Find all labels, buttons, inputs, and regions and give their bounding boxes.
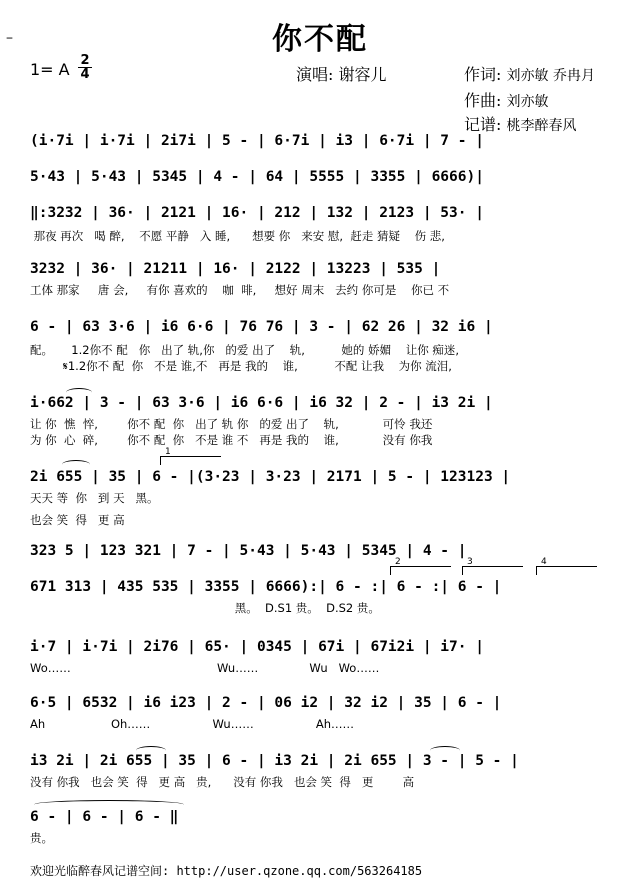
score-row-3: ‖:3232 | 36· | 2121 | 16· | 212 | 132 | 2123 | 53· |: [30, 205, 484, 221]
score-row-2: 5·43 | 5·43 | 5345 | 4 - | 64 | 5555 | 3355 | 6666)|: [30, 169, 484, 185]
lyric-line-11: Ah Oh…… Wu…… Ah……: [30, 717, 354, 731]
key-signature: 1= A: [30, 60, 70, 79]
score-row-10: i·7 | i·7i | 2i76 | 65· | 0345 | 67i | 67i2i | i7· |: [30, 639, 484, 655]
meter-top: 2: [78, 54, 92, 68]
lyric-line-3: 配。 1.2你不 配 你 出了 轨,你 的爱 出了 轨, 她的 娇媚 让你 痴迷,: [30, 343, 460, 357]
score-row-7: 2i 655 | 35 | 6 - |(3·23 | 3·23 | 2171 | 5 - | 123123 |: [30, 469, 511, 485]
composer-label: 作曲:: [464, 91, 502, 110]
transcriber-name: 桃李醉春风: [506, 118, 577, 134]
score-row-13: 6 - | 6 - | 6 - ‖: [30, 809, 179, 825]
lyric-line-4: 𝄋1.2你不 配 你 不是 谁,不 再是 我的 谁, 不配 让我 为你 流泪,: [30, 359, 452, 373]
score-row-9: 671 313 | 435 535 | 3355 | 6666):| 6 - :| 6 - :| 6 - |: [30, 579, 502, 595]
lyric-line-9: 黑。 D.S1 贵。 D.S2 贵。: [30, 601, 380, 615]
lyric-line-5: 让 你 憔 悴, 你不 配 你 出了 轨 你 的爱 出了 轨, 可怜 我还: [30, 417, 433, 431]
lyric-line-6: 为 你 心 碎, 你不 配 你 不是 谁 不 再是 我的 谁, 没有 你我: [30, 433, 433, 447]
volta-3: 3: [462, 566, 523, 575]
score-row-6: i·662 | 3 - | 63 3·6 | i6 6·6 | i6 32 | 2 - | i3 2i |: [30, 395, 493, 411]
lyricist-label: 作词:: [464, 65, 502, 84]
lyric-line-1: 那夜 再次 喝 醉, 不愿 平静 入 睡, 想要 你 来安 慰, 赶走 猜疑 伤 悲,: [30, 229, 445, 243]
meter-bottom: 4: [80, 67, 90, 82]
volta-1: 1: [160, 456, 221, 465]
composer-credit: [464, 88, 549, 111]
footer-text: 欢迎光临醉春风记谱空间: http://user.qzone.qq.com/563264185: [30, 864, 423, 878]
lyricist-credit: [464, 62, 595, 85]
lyric-line-7: 天天 等 你 到 天 黑。: [30, 491, 159, 505]
song-title: 你不配: [272, 22, 368, 57]
lyric-line-13: 贵。: [30, 831, 53, 845]
transcriber-label: 记谱:: [464, 115, 502, 134]
score-row-4: 3232 | 36· | 21211 | 16· | 2122 | 13223 | 535 |: [30, 261, 441, 277]
score-row-8: 323 5 | 123 321 | 7 - | 5·43 | 5·43 | 5345 | 4 - |: [30, 543, 467, 559]
score-row-11: 6·5 | 6532 | i6 i23 | 2 - | 06 i2 | 32 i2 | 35 | 6 - |: [30, 695, 502, 711]
score-row-12: i3 2i | 2i 655 | 35 | 6 - | i3 2i | 2i 655 | 3 - | 5 - |: [30, 753, 519, 769]
lyricist-name: 刘亦敏 乔冉月: [506, 68, 595, 84]
lyric-line-8: 也会 笑 得 更 高: [30, 513, 125, 527]
volta-2: 2: [390, 566, 451, 575]
composer-name: 刘亦敏: [506, 94, 549, 110]
score-row-5: 6 - | 63 3·6 | i6 6·6 | 76 76 | 3 - | 62 26 | 32 i6 |: [30, 319, 493, 335]
volta-4: 4: [536, 566, 597, 575]
time-signature: [78, 54, 92, 81]
score-row-1: (i·7i | i·7i | 2i7i | 5 - | 6·7i | i3 | 6·7i | 7 - |: [30, 133, 484, 149]
lyric-line-12: 没有 你我 也会 笑 得 更 高 贵, 没有 你我 也会 笑 得 更 高: [30, 775, 415, 789]
lyric-line-10: Wo…… Wu…… Wu Wo……: [30, 661, 380, 675]
lyric-line-2: 工体 那家 唐 会, 有你 喜欢的 咖 啡, 想好 周末 去约 你可是 你已 不: [30, 283, 450, 297]
singer-credit: 演唱: 谢容儿: [296, 65, 387, 84]
corner-dash: –: [6, 30, 13, 46]
